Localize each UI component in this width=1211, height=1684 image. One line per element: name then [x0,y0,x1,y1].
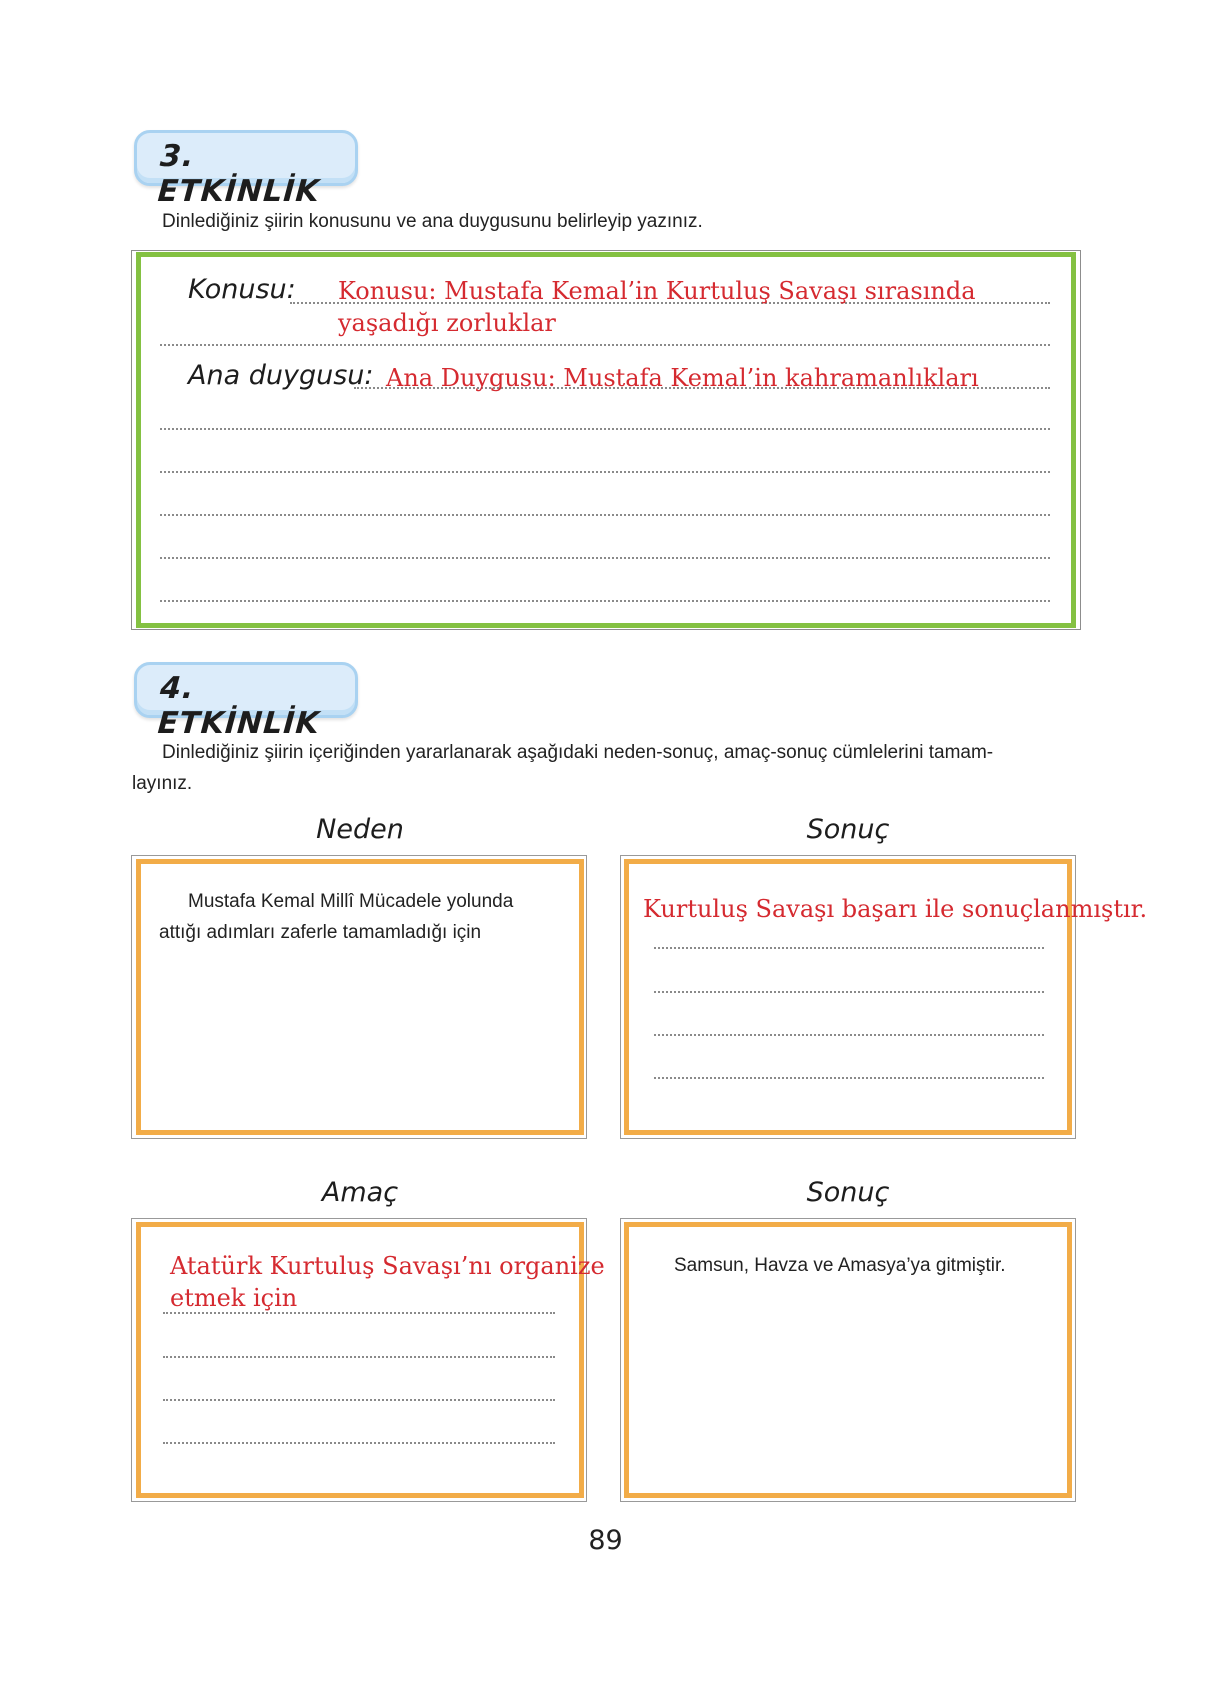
activity-4-title: 4. ETKİNLİK [156,671,321,741]
amac-line-1 [163,1312,555,1314]
amac-answer-line-1: Atatürk Kurtuluş Savaşı’nı organize [170,1252,605,1280]
sonuc-1-line-1 [654,947,1044,949]
amac-line-4 [163,1442,555,1444]
sonuc-2-text: Samsun, Havza ve Amasya’ya gitmiştir. [674,1255,1006,1276]
page-number: 89 [588,1525,623,1556]
activity-3-badge [134,130,358,209]
sonuc-1-answer: Kurtuluş Savaşı başarı ile sonuçlanmıştır. [643,895,1148,923]
sonuc-2-label: Sonuç [806,1177,890,1208]
activity-4-badge [134,662,358,741]
emotion-answer: Ana Duygusu: Mustafa Kemal’in kahramanlıkları [386,364,979,392]
emotion-line-3 [160,471,1050,473]
topic-answer-line-2: yaşadığı zorluklar [338,309,556,337]
emotion-line-5 [160,557,1050,559]
activity-4-instruction-line-1: Dinlediğiniz şiirin içeriğinden yararlanarak aşağıdaki neden-sonuç, amaç-sonuç cümlelerini tamam- [162,742,994,763]
neden-text-line-1: Mustafa Kemal Millî Mücadele yolunda [188,891,514,912]
sonuc-1-line-4 [654,1077,1044,1079]
topic-answer-line-1: Konusu: Mustafa Kemal’in Kurtuluş Savaşı sırasında [338,277,976,305]
amac-answer-line-2: etmek için [170,1284,298,1312]
amac-line-2 [163,1356,555,1358]
activity-4-instruction-line-2: layınız. [132,773,193,794]
topic-line-2 [160,344,1050,346]
activity-3-answer-box [136,252,1076,628]
neden-label: Neden [316,814,404,845]
amac-label: Amaç [321,1177,399,1208]
emotion-label: Ana duygusu: [188,360,374,391]
sonuc-1-line-3 [654,1034,1044,1036]
emotion-line-4 [160,514,1050,516]
sonuc-1-line-2 [654,991,1044,993]
sonuc-1-label: Sonuç [806,814,890,845]
emotion-line-2 [160,428,1050,430]
neden-text-line-2: attığı adımları zaferle tamamladığı için [159,922,482,943]
emotion-line-6 [160,600,1050,602]
topic-label: Konusu: [188,274,296,305]
amac-line-3 [163,1399,555,1401]
activity-3-instruction: Dinlediğiniz şiirin konusunu ve ana duygusunu belirleyip yazınız. [162,211,703,232]
activity-3-title: 3. ETKİNLİK [156,139,321,209]
